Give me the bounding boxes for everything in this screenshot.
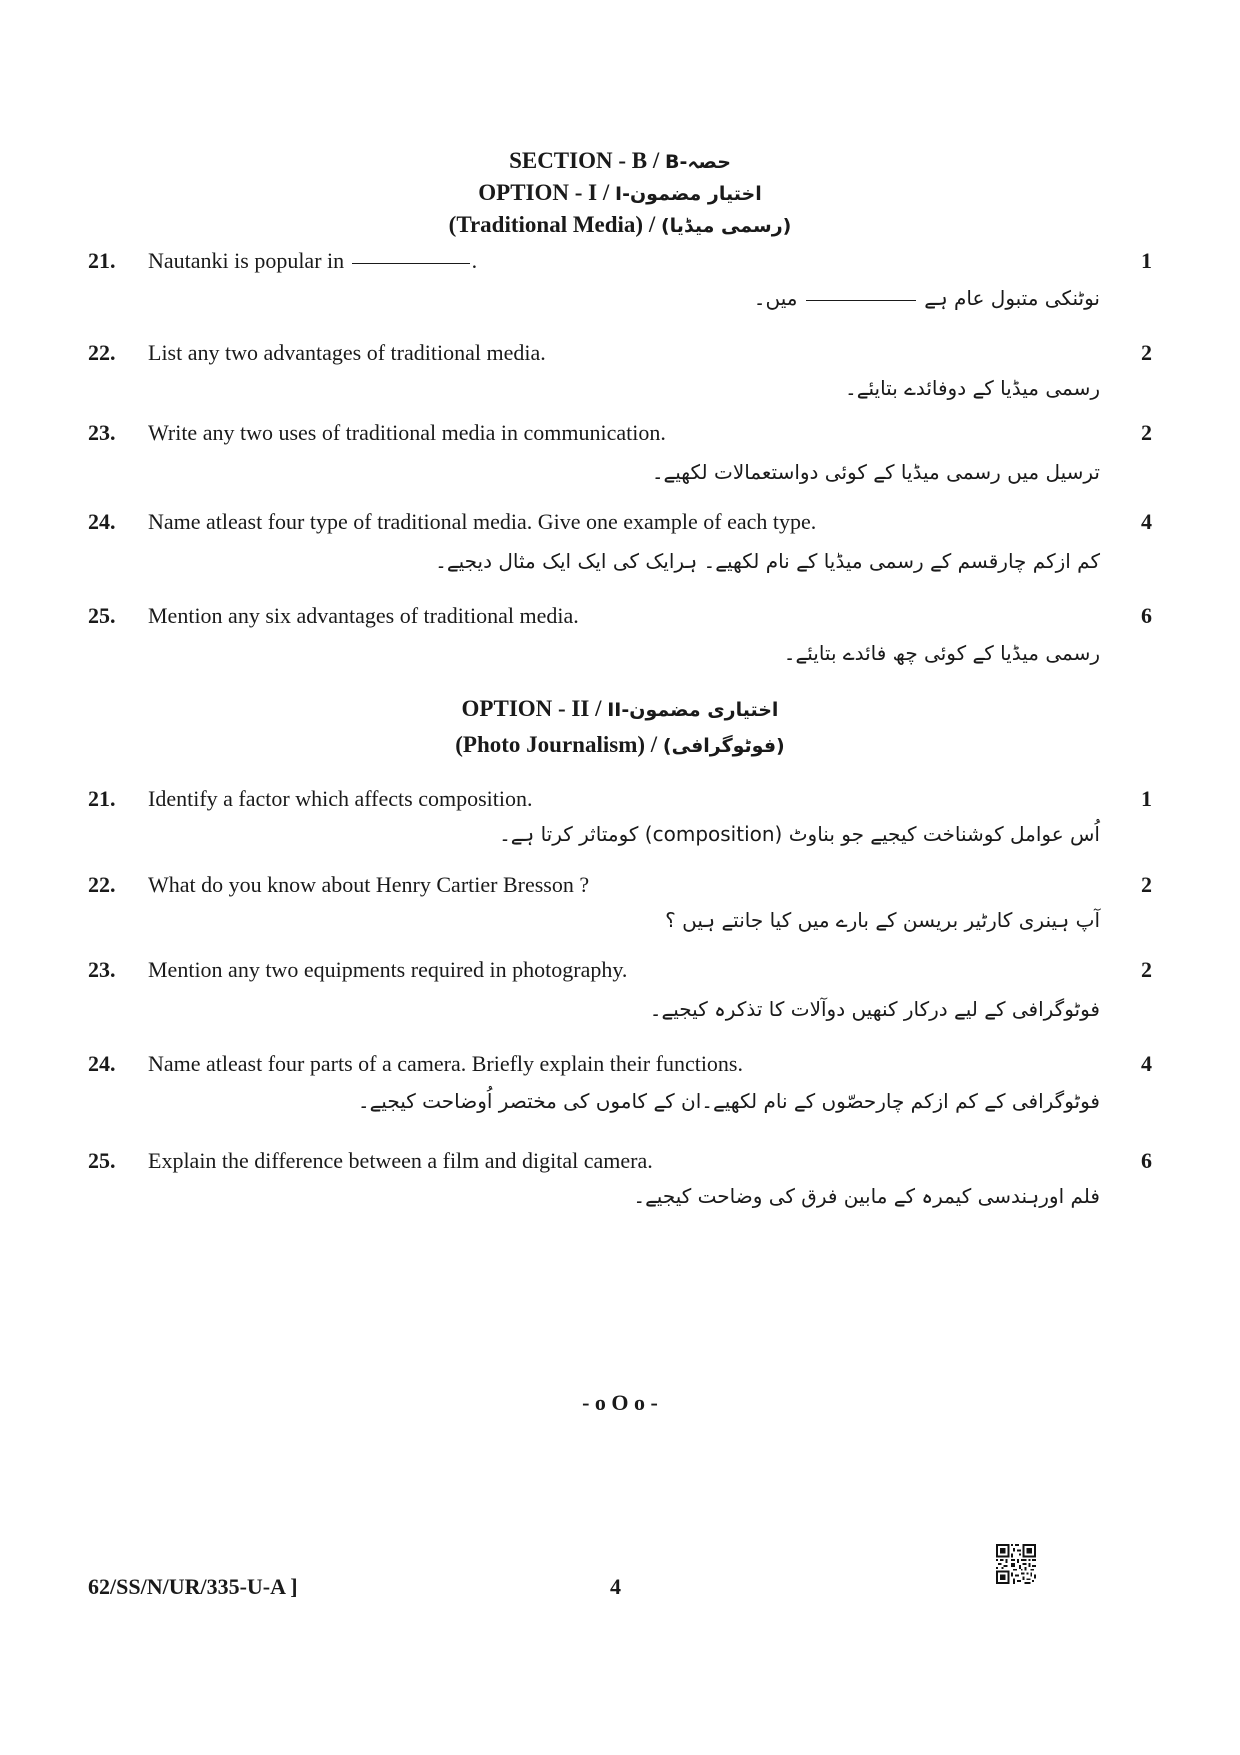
option1-heading-en: OPTION - I / — [478, 180, 610, 205]
section-heading-en: SECTION - B / — [509, 148, 660, 173]
question-text-urdu: فلم اورہندسی کیمرہ کے مابین فرق کی وضاحت کیجیے۔ — [633, 1184, 1100, 1208]
question-text: Mention any two equipments required in photography. — [148, 957, 628, 982]
question-text-urdu: رسمی میڈیا کے دوفائدے بتایئے۔ — [845, 376, 1100, 400]
question-text-post: . — [471, 248, 478, 273]
question-marks: 2 — [1141, 420, 1152, 445]
question-marks: 4 — [1141, 1051, 1152, 1076]
question-marks: 2 — [1141, 872, 1152, 897]
question-text-urdu: فوٹوگرافی کے لیے درکار کنھیں دوآلات کا تذکرہ کیجیے۔ — [649, 997, 1100, 1021]
question-marks: 6 — [1141, 1148, 1152, 1173]
qr-code-icon — [996, 1544, 1036, 1584]
question-marks: 1 — [1141, 786, 1152, 811]
question-text-urdu — [754, 282, 1100, 314]
option2-heading-ur: II-اختیاری مضمون — [607, 699, 779, 721]
question-number: 25. — [88, 1148, 116, 1173]
question-marks: 1 — [1141, 248, 1152, 273]
question-number: 22. — [88, 872, 116, 897]
question-number: 21. — [88, 786, 116, 811]
question-number: 23. — [88, 957, 116, 982]
section-heading — [0, 146, 1240, 177]
question-text: Name atleast four parts of a camera. Briefly explain their functions. — [148, 1051, 743, 1076]
question-number: 21. — [88, 248, 116, 273]
option1-subheading-en: (Traditional Media) / — [448, 212, 656, 237]
option2-subheading-ur: (فوٹوگرافی) — [662, 735, 785, 757]
section-heading-ur: B-حصہ — [665, 151, 731, 173]
question-marks: 6 — [1141, 603, 1152, 628]
paper-code: 62/SS/N/UR/335-U-A ] — [88, 1574, 298, 1599]
question-number: 22. — [88, 340, 116, 365]
question-text: Identify a factor which affects composition. — [148, 786, 533, 811]
question-number: 24. — [88, 1051, 116, 1076]
question-number: 23. — [88, 420, 116, 445]
option2-subheading-en: (Photo Journalism) / — [455, 732, 658, 757]
page-number: 4 — [610, 1574, 621, 1599]
question-text-urdu: کم ازکم چارقسم کے رسمی میڈیا کے نام لکھیے۔ ہرایک کی ایک ایک مثال دیجیے۔ — [435, 549, 1100, 573]
question-text: Mention any six advantages of traditional media. — [148, 603, 579, 628]
question-text: Write any two uses of traditional media in communication. — [148, 420, 666, 445]
answer-blank — [352, 263, 470, 264]
question-text-urdu: ترسیل میں رسمی میڈیا کے کوئی دواستعمالات لکھیے۔ — [651, 460, 1100, 484]
end-mark: - o O o - — [582, 1390, 658, 1415]
option2-subheading — [0, 730, 1240, 761]
question-text — [148, 246, 477, 276]
option1-subheading — [0, 210, 1240, 241]
question-number: 25. — [88, 603, 116, 628]
option2-heading — [0, 694, 1240, 725]
question-text: What do you know about Henry Cartier Bresson ? — [148, 872, 590, 897]
question-text-urdu: رسمی میڈیا کے کوئی چھ فائدے بتایئے۔ — [783, 641, 1100, 665]
option1-heading-ur: I-اختیار مضمون — [615, 183, 762, 205]
question-number: 24. — [88, 509, 116, 534]
option2-heading-en: OPTION - II / — [461, 696, 602, 721]
option1-heading — [0, 178, 1240, 209]
question-text-urdu: اُس عوامل کوشناخت کیجیے جو بناوٹ (composition) کومتاثر کرتا ہے۔ — [499, 822, 1100, 846]
question-text-pre: Nautanki is popular in — [148, 248, 345, 273]
question-text-urdu-post: میں۔ — [753, 286, 798, 310]
question-text: List any two advantages of traditional media. — [148, 340, 546, 365]
question-marks: 2 — [1141, 957, 1152, 982]
answer-blank-urdu — [806, 300, 916, 301]
question-text-urdu-pre: نوٹنکی متبول عام ہے — [924, 286, 1100, 310]
question-text: Explain the difference between a film and digital camera. — [148, 1148, 653, 1173]
question-text: Name atleast four type of traditional media. Give one example of each type. — [148, 509, 817, 534]
option1-subheading-ur: (رسمی میڈیا) — [660, 215, 792, 237]
question-text-urdu: فوٹوگرافی کے کم ازکم چارحصّوں کے نام لکھیے۔ان کے کاموں کی مختصر اُوضاحت کیجیے۔ — [357, 1089, 1100, 1113]
question-marks: 2 — [1141, 340, 1152, 365]
question-marks: 4 — [1141, 509, 1152, 534]
question-text-urdu: آپ ہینری کارٹیر بریسن کے بارے میں کیا جانتے ہیں ؟ — [665, 908, 1100, 932]
